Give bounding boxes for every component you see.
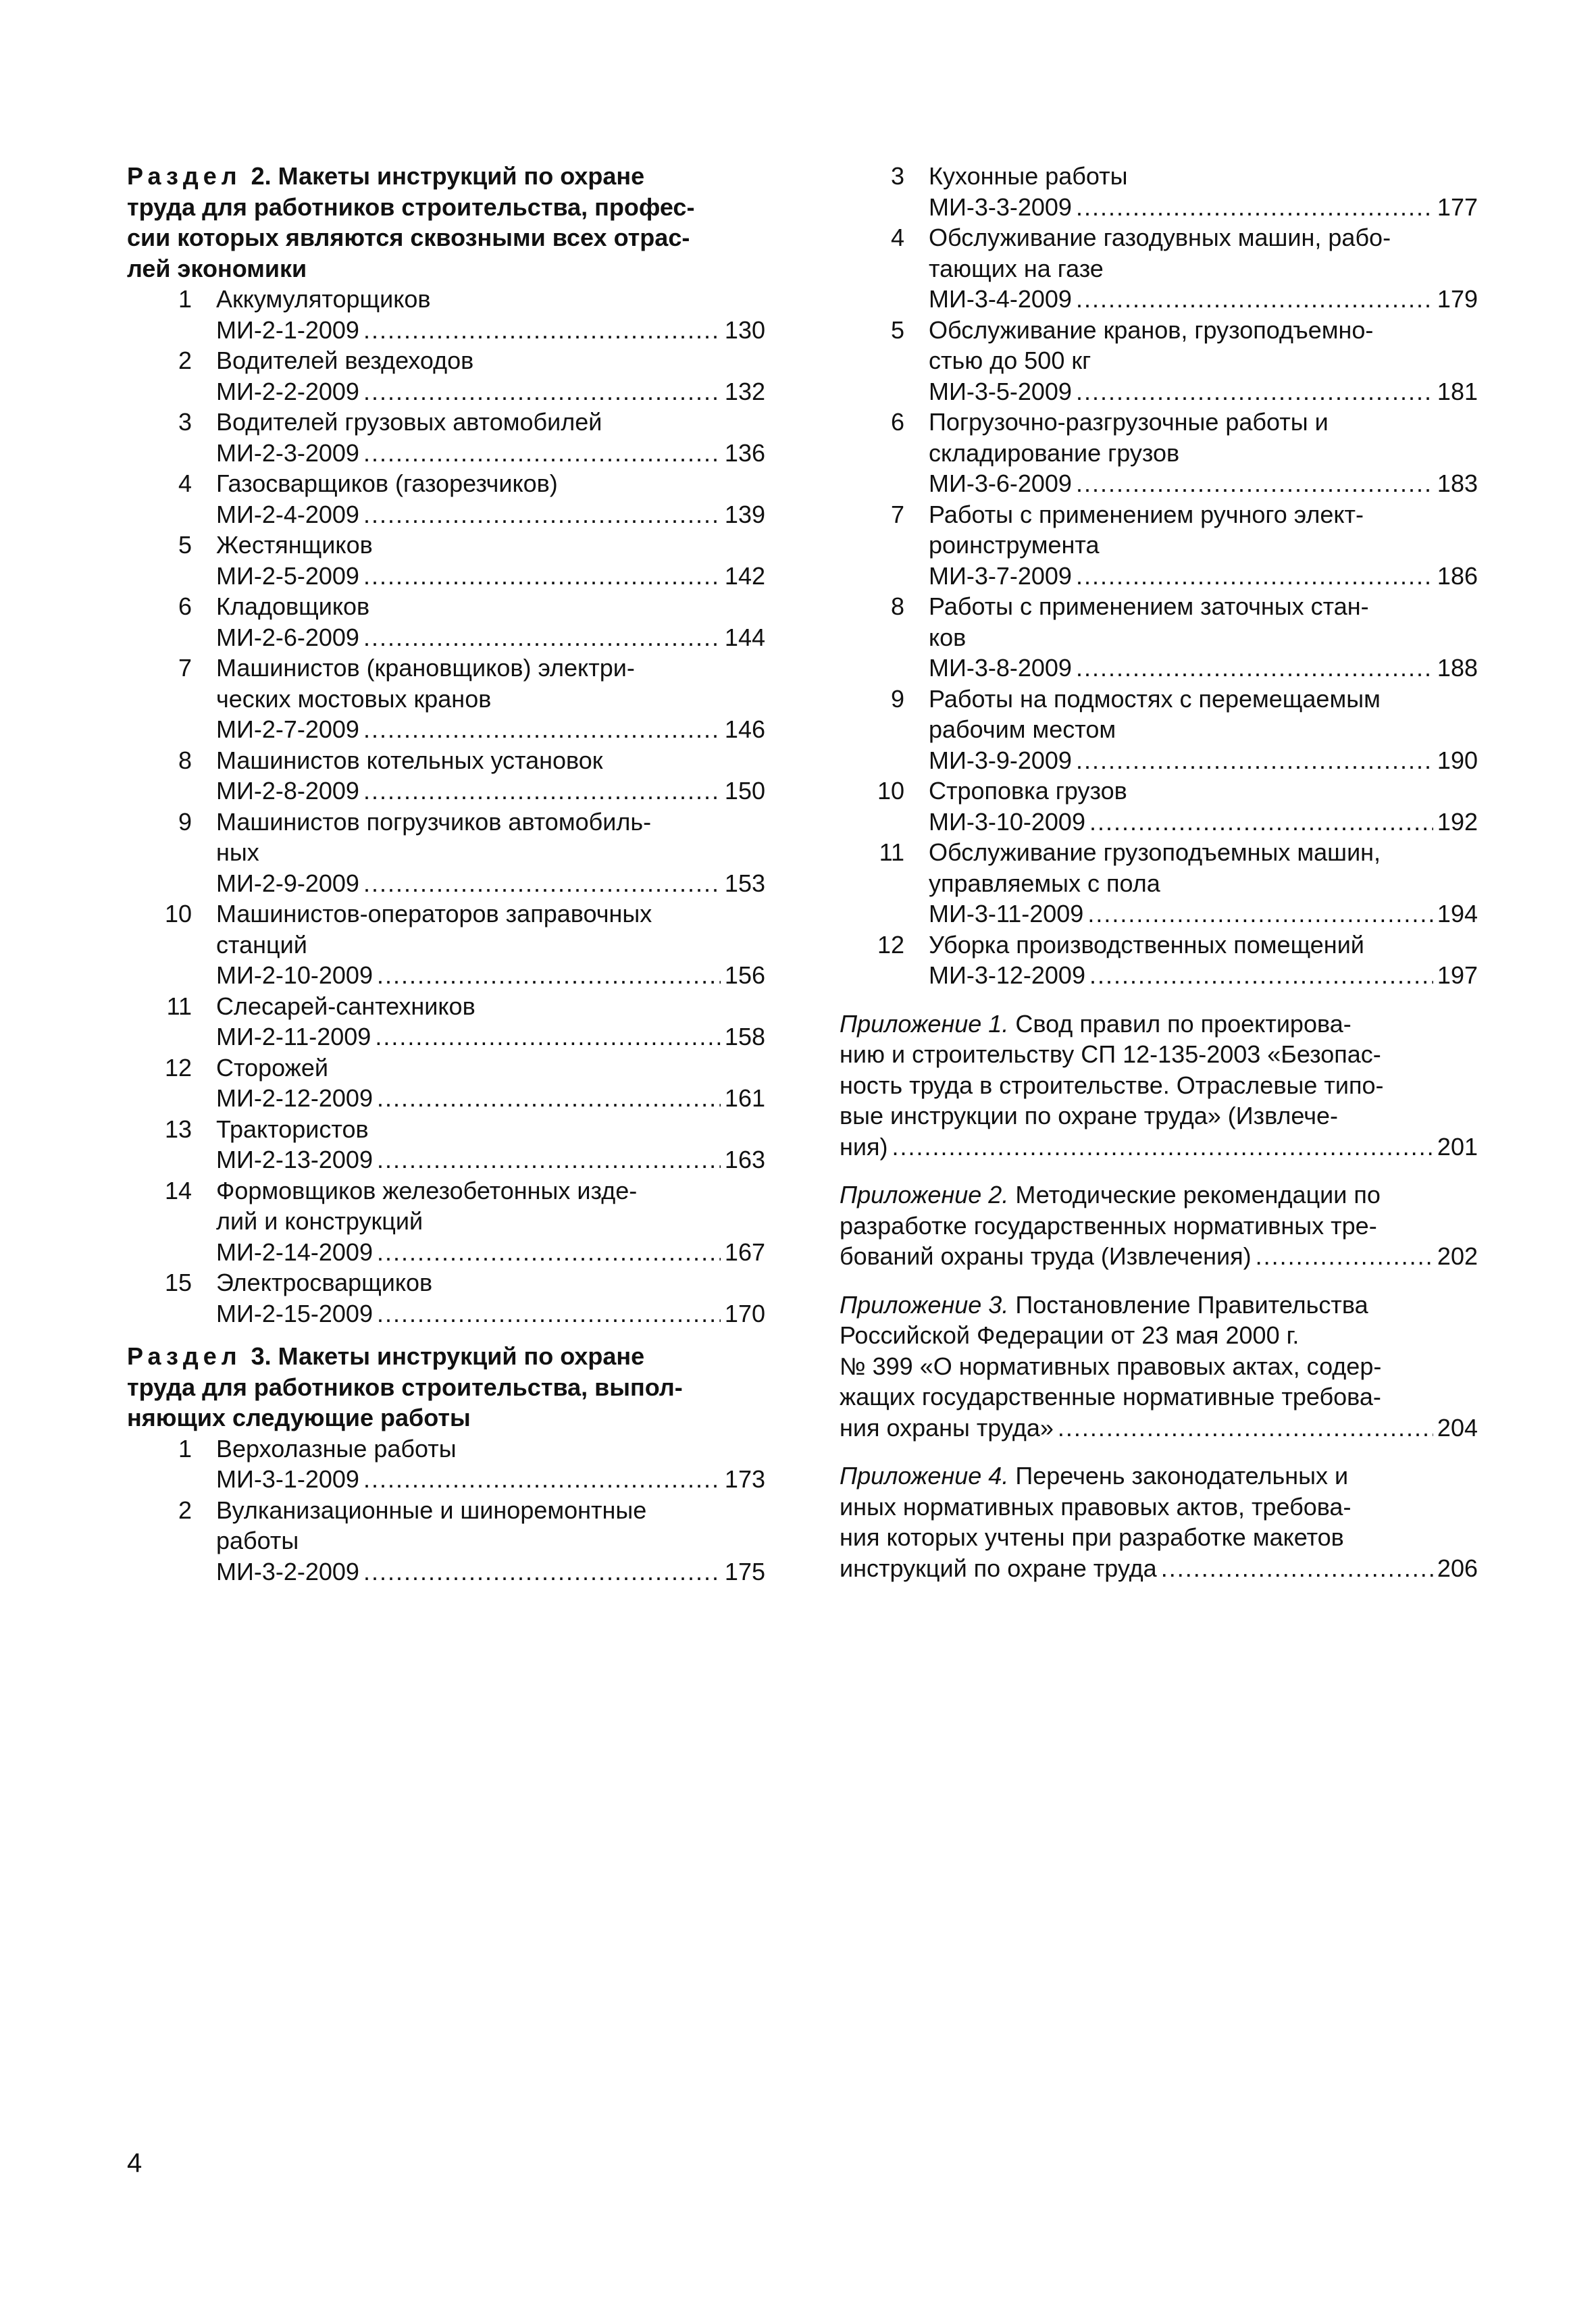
entry-body (216, 991, 765, 1052)
dot-leader (363, 438, 721, 469)
dot-leader (1058, 1413, 1433, 1444)
entry-number: 3 (178, 408, 192, 436)
dot-leader (363, 561, 721, 592)
entry-page-number: 144 (724, 623, 765, 651)
entry-code-line (216, 1021, 765, 1052)
entry-title: Строповка грузов (929, 777, 1127, 805)
entry-page-number: 170 (724, 1299, 765, 1327)
entry-code: МИ-3-6-2009 (929, 469, 1072, 497)
entry-page-number: 186 (1437, 561, 1478, 590)
dot-leader (377, 1083, 721, 1114)
entry-page-number: 153 (724, 869, 765, 897)
toc-entry (840, 315, 1478, 407)
entry-body (929, 776, 1478, 837)
entry-title: работы (216, 1527, 299, 1554)
entry-page-number: 167 (724, 1238, 765, 1266)
entry-number: 10 (877, 777, 904, 805)
appendix-title: Свод правил по проектирова- (1015, 1009, 1352, 1038)
entry-body (216, 1495, 765, 1587)
entry-page-number: 136 (724, 438, 765, 467)
entry-code: МИ-3-3-2009 (929, 193, 1072, 221)
appendix-first-line (840, 1009, 1478, 1040)
entry-number: 11 (166, 992, 192, 1020)
entry-page-number: 130 (724, 315, 765, 344)
entry-number: 4 (178, 469, 192, 497)
entry-page-number: 146 (724, 715, 765, 743)
entry-title: Аккумуляторщиков (216, 285, 431, 313)
entry-page-number: 197 (1437, 961, 1478, 989)
entry-body (929, 930, 1478, 991)
toc-entry (127, 1175, 765, 1268)
entry-number: 8 (178, 746, 192, 774)
toc-entry (127, 591, 765, 653)
appendix-title-line: № 399 «О нормативных правовых актах, содер- (840, 1352, 1382, 1380)
toc-entry (127, 345, 765, 407)
entry-number: 7 (178, 654, 192, 682)
entry-number: 9 (890, 684, 904, 713)
entry-code-line (216, 315, 765, 346)
appendix-title-end: ния) (840, 1132, 888, 1161)
entry-page-number: 156 (724, 961, 765, 989)
section-3-heading-line: 3. Макеты инструкций по охране (251, 1342, 645, 1370)
appendix-title-line: вые инструкции по охране труда» (Извлече- (840, 1102, 1339, 1129)
dot-leader (363, 714, 721, 745)
entry-body (216, 345, 765, 407)
entry-body (216, 898, 765, 991)
entry-number: 15 (164, 1269, 192, 1296)
entry-code-line (216, 1298, 765, 1329)
entry-title: роинструмента (929, 531, 1100, 559)
dot-leader (1076, 284, 1433, 315)
entry-code: МИ-2-8-2009 (216, 777, 359, 805)
entry-body (929, 591, 1478, 684)
appendix-title-line: Российской Федерации от 23 мая 2000 г. (840, 1321, 1299, 1349)
dot-leader (1076, 745, 1433, 776)
entry-page-number: 190 (1437, 746, 1478, 774)
toc-entry (127, 1052, 765, 1114)
entry-code: МИ-3-12-2009 (929, 961, 1085, 989)
dot-leader (363, 868, 721, 899)
section-3-heading-line: няющих следующие работы (127, 1404, 471, 1431)
entry-page-number: 142 (724, 561, 765, 590)
dot-leader (363, 315, 721, 346)
appendix-label: Приложение 1. (840, 1009, 1009, 1038)
appendix-first-line (840, 1290, 1478, 1321)
toc-entry (127, 530, 765, 591)
entry-code: МИ-2-4-2009 (216, 500, 359, 528)
appendix-entry (840, 1009, 1478, 1163)
section-3-list-continued (840, 161, 1478, 991)
appendix-page-number: 201 (1437, 1132, 1478, 1161)
toc-entry (127, 1267, 765, 1329)
entry-code-line (216, 776, 765, 807)
appendices-list (840, 1009, 1478, 1584)
dot-leader (377, 1144, 721, 1175)
toc-entry (840, 161, 1478, 222)
dot-leader (1089, 960, 1433, 991)
entry-body (216, 1433, 765, 1495)
entry-number: 2 (178, 1496, 192, 1524)
entry-code-line (929, 898, 1478, 930)
entry-body (216, 591, 765, 653)
entry-page-number: 175 (724, 1557, 765, 1585)
section-3-heading-line: труда для работников строительства, выпол- (127, 1373, 683, 1401)
toc-entry (127, 898, 765, 991)
entry-code-line (216, 376, 765, 407)
entry-title: Машинистов котельных установок (216, 746, 603, 774)
entry-code: МИ-2-9-2009 (216, 869, 359, 897)
entry-page-number: 132 (724, 377, 765, 405)
dot-leader (892, 1132, 1433, 1163)
entry-number: 1 (178, 1434, 192, 1463)
entry-title: Машинистов-операторов заправочных (216, 900, 652, 927)
entry-body (216, 407, 765, 468)
toc-left-column (127, 161, 765, 1587)
dot-leader (1161, 1553, 1433, 1584)
appendix-label: Приложение 2. (840, 1181, 1009, 1209)
toc-entry (127, 407, 765, 468)
entry-code-line (929, 192, 1478, 223)
appendix-page-number: 204 (1437, 1413, 1478, 1442)
entry-code: МИ-2-7-2009 (216, 715, 359, 743)
entry-code: МИ-2-12-2009 (216, 1084, 373, 1112)
entry-title: Жестянщиков (216, 531, 373, 559)
appendix-last-line (840, 1132, 1478, 1163)
section-3-label: Раздел (127, 1342, 242, 1370)
appendix-entry (840, 1290, 1478, 1444)
entry-page-number: 177 (1437, 193, 1478, 221)
dot-leader (1087, 898, 1433, 930)
entry-title: Машинистов (крановщиков) электри- (216, 654, 635, 682)
appendix-page-number: 206 (1437, 1554, 1478, 1582)
entry-number: 3 (890, 162, 904, 190)
dot-leader (375, 1021, 721, 1052)
entry-body (929, 407, 1478, 499)
entry-number: 13 (164, 1115, 192, 1143)
appendix-title-end: ния охраны труда» (840, 1413, 1054, 1442)
entry-title: лий и конструкций (216, 1207, 423, 1235)
entry-body (216, 745, 765, 807)
entry-page-number: 163 (724, 1146, 765, 1173)
entry-number: 9 (178, 807, 192, 836)
entry-title: Работы с применением заточных стан- (929, 592, 1369, 620)
entry-code-line (929, 561, 1478, 592)
entry-title: тающих на газе (929, 254, 1104, 282)
appendix-last-line (840, 1413, 1478, 1444)
entry-title: Обслуживание кранов, грузоподъемно- (929, 315, 1374, 344)
dot-leader (1076, 468, 1433, 499)
entry-title: Сторожей (216, 1053, 328, 1082)
entry-code: МИ-2-3-2009 (216, 438, 359, 467)
entry-page-number: 161 (724, 1084, 765, 1112)
section-2-heading-line: труда для работников строительства, профес- (127, 193, 695, 221)
toc-entry (127, 1495, 765, 1587)
entry-code-line (216, 868, 765, 899)
entry-title: Работы с применением ручного элект- (929, 500, 1364, 528)
entry-code: МИ-2-13-2009 (216, 1146, 373, 1173)
entry-code-line (929, 653, 1478, 684)
toc-entry (127, 468, 765, 530)
section-2-heading-line: сии которых являются сквозными всех отрас- (127, 224, 690, 251)
entry-title: ных (216, 838, 259, 866)
dot-leader (377, 960, 721, 991)
appendix-entry (840, 1179, 1478, 1272)
entry-body (216, 1175, 765, 1268)
entry-code-line (216, 1083, 765, 1114)
entry-code: МИ-3-8-2009 (929, 654, 1072, 682)
entry-code-line (216, 1237, 765, 1268)
entry-code-line (929, 284, 1478, 315)
appendix-title-line: нию и строительству СП 12-135-2003 «Безопас- (840, 1040, 1381, 1068)
entry-number: 5 (178, 531, 192, 559)
entry-code: МИ-2-1-2009 (216, 315, 359, 344)
toc-entry (127, 653, 765, 745)
section-2-heading-line: 2. Макеты инструкций по охране (251, 162, 645, 190)
appendix-title-line: ность труда в строительстве. Отраслевые типо- (840, 1071, 1384, 1099)
entry-body (929, 499, 1478, 592)
entry-code-line (929, 376, 1478, 407)
entry-code: МИ-2-5-2009 (216, 561, 359, 590)
entry-code: МИ-3-9-2009 (929, 746, 1072, 774)
toc-entry (840, 591, 1478, 684)
entry-body (216, 1114, 765, 1175)
page-number: 4 (127, 2148, 143, 2178)
entry-code-line (216, 1144, 765, 1175)
entry-title: Верхолазные работы (216, 1434, 457, 1463)
entry-body (929, 315, 1478, 407)
entry-title: управляемых с пола (929, 869, 1160, 897)
appendix-title-line: жащих государственные нормативные требова- (840, 1383, 1381, 1410)
toc-entry (127, 745, 765, 807)
dot-leader (363, 776, 721, 807)
entry-code-line (216, 714, 765, 745)
entry-title: стью до 500 кг (929, 347, 1091, 374)
entry-title: Уборка производственных помещений (929, 930, 1364, 959)
toc-right-column (840, 161, 1478, 1583)
entry-body (216, 653, 765, 745)
appendix-last-line (840, 1553, 1478, 1584)
entry-page-number: 173 (724, 1465, 765, 1493)
entry-title: рабочим местом (929, 715, 1116, 743)
entry-code: МИ-2-6-2009 (216, 623, 359, 651)
entry-title: Обслуживание газодувных машин, рабо- (929, 224, 1391, 251)
appendix-page-number: 202 (1437, 1242, 1478, 1270)
entry-code: МИ-2-14-2009 (216, 1238, 373, 1266)
toc-entry (127, 284, 765, 345)
dot-leader (1256, 1241, 1433, 1272)
toc-entry (840, 837, 1478, 930)
entry-number: 8 (890, 592, 904, 620)
toc-entry (127, 991, 765, 1052)
entry-number: 1 (178, 285, 192, 313)
entry-page-number: 181 (1437, 377, 1478, 405)
entry-code-line (216, 1464, 765, 1495)
entry-title: Обслуживание грузоподъемных машин, (929, 838, 1381, 866)
entry-body (216, 468, 765, 530)
entry-page-number: 158 (724, 1023, 765, 1050)
appendix-first-line (840, 1460, 1478, 1492)
entry-code-line (216, 622, 765, 653)
dot-leader (377, 1237, 721, 1268)
entry-number: 14 (164, 1176, 192, 1204)
entry-code: МИ-3-1-2009 (216, 1465, 359, 1493)
entry-code: МИ-3-4-2009 (929, 285, 1072, 313)
dot-leader (363, 1556, 721, 1587)
entry-code-line (216, 499, 765, 530)
toc-entry (127, 1433, 765, 1495)
section-2-label: Раздел (127, 162, 242, 190)
entry-page-number: 183 (1437, 469, 1478, 497)
entry-body (929, 161, 1478, 222)
toc-entry (840, 407, 1478, 499)
entry-page-number: 179 (1437, 285, 1478, 313)
entry-page-number: 150 (724, 777, 765, 805)
appendix-title-line: разработке государственных нормативных тре- (840, 1211, 1377, 1240)
entry-body (929, 837, 1478, 930)
toc-entry (840, 222, 1478, 315)
appendix-title-line: иных нормативных правовых актов, требова- (840, 1492, 1352, 1521)
toc-entry (840, 499, 1478, 592)
entry-code-line (216, 561, 765, 592)
entry-title: Формовщиков железобетонных изде- (216, 1176, 638, 1204)
entry-title: Кладовщиков (216, 592, 370, 620)
entry-page-number: 188 (1437, 654, 1478, 682)
entry-body (929, 684, 1478, 776)
dot-leader (1076, 192, 1433, 223)
entry-title: станций (216, 930, 307, 959)
entry-title: Электросварщиков (216, 1269, 433, 1296)
section-2-list (127, 284, 765, 1329)
toc-entry (840, 684, 1478, 776)
section-2-heading-line: лей экономики (127, 254, 307, 282)
entry-code: МИ-2-15-2009 (216, 1299, 373, 1327)
entry-title: Погрузочно-разгрузочные работы и (929, 408, 1329, 436)
entry-number: 12 (877, 930, 904, 959)
dot-leader (1076, 653, 1433, 684)
entry-body (216, 284, 765, 345)
appendix-title-line: ния которых учтены при разработке макетов (840, 1523, 1344, 1551)
entry-number: 6 (890, 408, 904, 436)
dot-leader (1089, 807, 1433, 838)
entry-title: складирование грузов (929, 438, 1180, 467)
entry-number: 5 (890, 315, 904, 344)
toc-entry (840, 776, 1478, 837)
entry-title: Работы на подмостях с перемещаемым (929, 684, 1381, 713)
entry-number: 7 (890, 500, 904, 528)
entry-body (216, 1267, 765, 1329)
toc-entry (127, 1114, 765, 1175)
entry-title: ческих мостовых кранов (216, 684, 492, 713)
entry-code: МИ-2-2-2009 (216, 377, 359, 405)
entry-code: МИ-3-2-2009 (216, 1557, 359, 1585)
entry-code-line (929, 468, 1478, 499)
section-3-list (127, 1433, 765, 1587)
entry-number: 6 (178, 592, 192, 620)
entry-number: 10 (164, 900, 192, 927)
dot-leader (377, 1298, 721, 1329)
entry-code-line (929, 745, 1478, 776)
appendix-first-line (840, 1179, 1478, 1211)
appendix-entry (840, 1460, 1478, 1583)
dot-leader (1076, 376, 1433, 407)
dot-leader (1076, 561, 1433, 592)
dot-leader (363, 499, 721, 530)
entry-number: 11 (879, 838, 904, 866)
appendix-title-end: бований охраны труда (Извлечения) (840, 1242, 1252, 1270)
entry-page-number: 139 (724, 500, 765, 528)
toc-entry (127, 807, 765, 899)
entry-number: 2 (178, 347, 192, 374)
appendix-title: Методические рекомендации по (1015, 1181, 1381, 1209)
entry-code-line (216, 960, 765, 991)
entry-title: Трактористов (216, 1115, 369, 1143)
entry-code: МИ-2-10-2009 (216, 961, 373, 989)
entry-code-line (929, 807, 1478, 838)
entry-title: Газосварщиков (газорезчиков) (216, 469, 558, 497)
entry-code-line (216, 438, 765, 469)
entry-page-number: 194 (1437, 900, 1478, 927)
appendix-title: Постановление Правительства (1015, 1290, 1368, 1319)
entry-code: МИ-2-11-2009 (216, 1023, 371, 1050)
entry-title: Вулканизационные и шиноремонтные (216, 1496, 647, 1524)
entry-number: 4 (890, 224, 904, 251)
entry-body (929, 222, 1478, 315)
entry-title: Кухонные работы (929, 162, 1128, 190)
entry-title: Слесарей-сантехников (216, 992, 475, 1020)
entry-code: МИ-3-11-2009 (929, 900, 1084, 927)
section-2-heading (127, 161, 765, 284)
entry-title: Водителей грузовых автомобилей (216, 408, 602, 436)
entry-title: ков (929, 623, 967, 651)
dot-leader (363, 376, 721, 407)
dot-leader (363, 622, 721, 653)
entry-code-line (929, 960, 1478, 991)
entry-code: МИ-3-10-2009 (929, 807, 1085, 836)
entry-page-number: 192 (1437, 807, 1478, 836)
appendix-last-line (840, 1241, 1478, 1272)
entry-code: МИ-3-5-2009 (929, 377, 1072, 405)
dot-leader (363, 1464, 721, 1495)
entry-code-line (216, 1556, 765, 1587)
section-3-heading (127, 1341, 765, 1433)
appendix-title: Перечень законодательных и (1015, 1462, 1349, 1490)
appendix-title-end: инструкций по охране труда (840, 1554, 1157, 1582)
entry-title: Машинистов погрузчиков автомобиль- (216, 807, 652, 836)
entry-body (216, 530, 765, 591)
entry-number: 12 (164, 1053, 192, 1082)
entry-body (216, 807, 765, 899)
entry-title: Водителей вездеходов (216, 347, 474, 374)
entry-code: МИ-3-7-2009 (929, 561, 1072, 590)
appendix-label: Приложение 4. (840, 1462, 1009, 1490)
appendix-label: Приложение 3. (840, 1290, 1009, 1319)
entry-body (216, 1052, 765, 1114)
toc-entry (840, 930, 1478, 991)
